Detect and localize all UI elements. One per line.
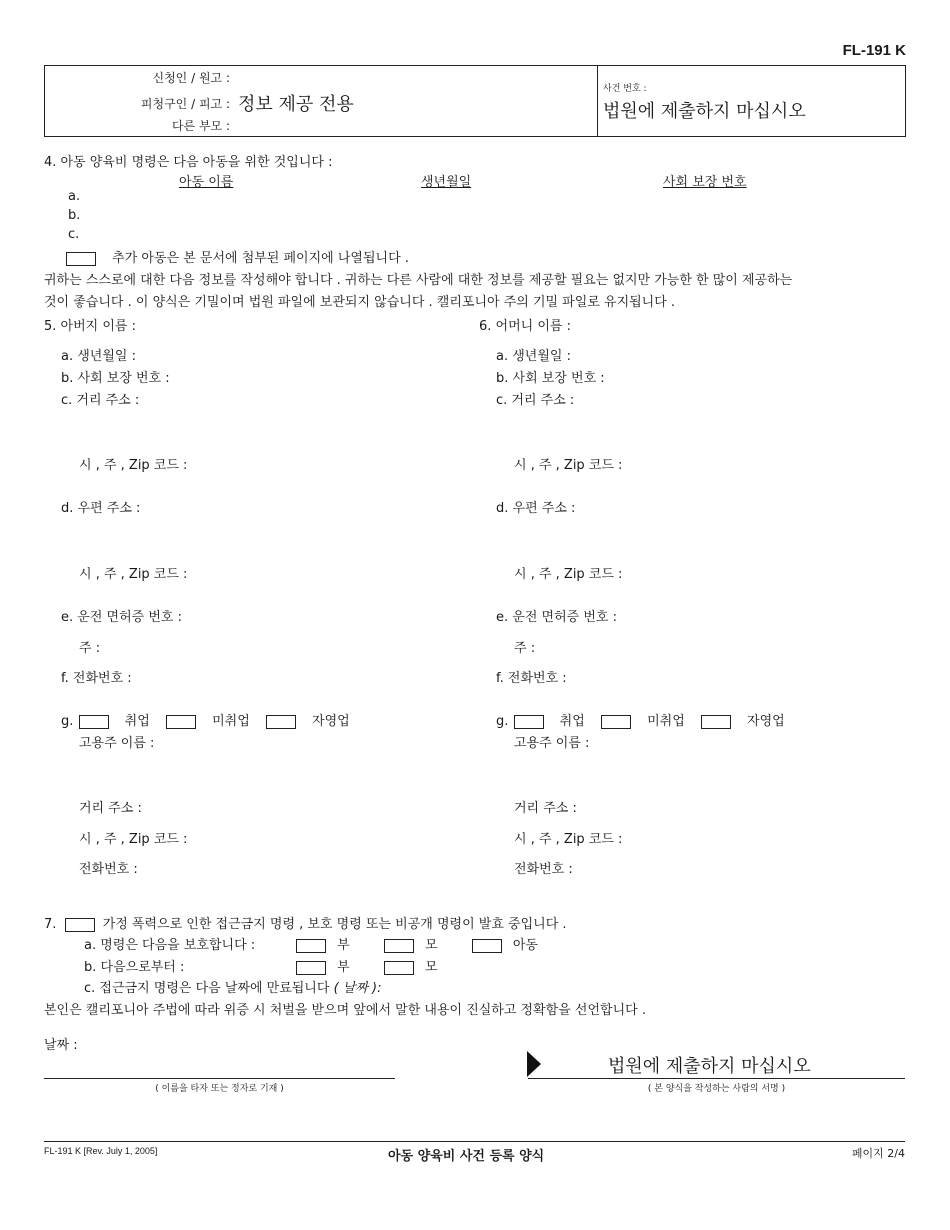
mother-employer: 고용주 이름 :	[514, 736, 590, 751]
father-mailing: d. 우편 주소 :	[61, 501, 141, 516]
footer-revision: FL-191 K [Rev. July 1, 2005]	[44, 1146, 158, 1156]
mother-g-label: g.	[496, 714, 509, 729]
father-title: 5. 아버지 이름 :	[44, 319, 136, 334]
col-child-name: 아동 이름	[179, 175, 234, 190]
mother-city1: 시 , 주 , Zip 코드 :	[514, 458, 623, 473]
declaration: 본인은 캘리포니아 주법에 따라 위증 시 처벌을 받으며 앞에서 말한 내용이 진실하고 정확함을 선언합니다 .	[44, 1003, 646, 1018]
from-label: b. 다음으로부터 :	[84, 960, 185, 975]
father-g-label: g.	[61, 714, 74, 729]
father-city1: 시 , 주 , Zip 코드 :	[79, 458, 188, 473]
name-caption: ( 이름을 타자 또는 정자로 기재 )	[155, 1084, 284, 1094]
protects-mother-label: 모	[424, 938, 438, 953]
father-employment-row	[61, 710, 350, 729]
father-employed-checkbox[interactable]	[79, 715, 109, 729]
signature-arrow-icon	[527, 1051, 541, 1077]
case-number-label: 사건 번호 :	[603, 84, 647, 94]
expires-date-label: ( 날짜 ):	[333, 981, 382, 996]
mother-unemployed-label: 미취업	[647, 714, 685, 729]
mother-employed-checkbox[interactable]	[514, 715, 544, 729]
mother-street: c. 거리 주소 :	[496, 393, 575, 408]
mother-license-state: 주 :	[514, 641, 536, 656]
father-self-employed-checkbox[interactable]	[266, 715, 296, 729]
father-employed-label: 취업	[124, 714, 150, 729]
signature-do-not-file: 법원에 제출하지 마십시오	[608, 1056, 811, 1077]
father-self-employed-label: 자영업	[312, 714, 350, 729]
protects-options	[296, 934, 538, 953]
mother-self-employed-checkbox[interactable]	[701, 715, 731, 729]
name-line[interactable]	[44, 1078, 395, 1079]
father-employer-street: 거리 주소 :	[79, 801, 142, 816]
father-employer-city: 시 , 주 , Zip 코드 :	[79, 832, 188, 847]
protects-father-label: 부	[337, 938, 350, 953]
col-dob: 생년월일	[421, 175, 472, 190]
protects-child-label: 아동	[512, 938, 538, 953]
from-mother-checkbox[interactable]	[384, 961, 414, 975]
father-employer-phone: 전화번호 :	[79, 862, 138, 877]
section7-number: 7.	[44, 917, 57, 932]
caption-box	[44, 65, 906, 137]
expires-row	[84, 977, 381, 996]
respondent-label: 피청구인 / 피고 :	[140, 97, 230, 111]
from-mother-label: 모	[424, 960, 438, 975]
father-license-state: 주 :	[79, 641, 101, 656]
father-unemployed-checkbox[interactable]	[166, 715, 196, 729]
section7-row	[44, 913, 567, 932]
section4-title: 4. 아동 양육비 명령은 다음 아동을 위한 것입니다 :	[44, 155, 333, 170]
mother-unemployed-checkbox[interactable]	[601, 715, 631, 729]
petitioner-label: 신청인 / 원고 :	[152, 71, 230, 85]
protects-father-checkbox[interactable]	[296, 939, 326, 953]
father-street: c. 거리 주소 :	[61, 393, 140, 408]
signature-caption: ( 본 양식을 작성하는 사람의 서명 )	[647, 1084, 786, 1094]
protects-label: a. 명령은 다음을 보호합니다 :	[84, 938, 256, 953]
case-do-not-file: 법원에 제출하지 마십시오	[603, 101, 806, 122]
mother-employer-phone: 전화번호 :	[514, 862, 573, 877]
mother-employer-city: 시 , 주 , Zip 코드 :	[514, 832, 623, 847]
child-row-a: a.	[68, 189, 81, 204]
footer-title: 아동 양육비 사건 등록 양식	[388, 1149, 545, 1164]
mother-ssn: b. 사회 보장 번호 :	[496, 371, 605, 386]
father-dob: a. 생년월일 :	[61, 349, 136, 364]
child-row-b: b.	[68, 208, 81, 223]
from-options	[296, 956, 438, 975]
restraining-order-checkbox[interactable]	[65, 918, 95, 932]
instructions-line2: 것이 좋습니다 . 이 양식은 기밀이며 법원 파일에 보관되지 않습니다 . 캘리포니아 주의 기밀 파일로 유지됩니다 .	[44, 295, 676, 310]
mother-title: 6. 어머니 이름 :	[479, 319, 571, 334]
mother-mailing: d. 우편 주소 :	[496, 501, 576, 516]
section7-text: 가정 폭력으로 인한 접근금지 명령 , 보호 명령 또는 비공개 명령이 발효 중입니다 .	[102, 917, 567, 932]
from-father-label: 부	[337, 960, 350, 975]
father-phone: f. 전화번호 :	[61, 671, 132, 686]
father-unemployed-label: 미취업	[212, 714, 250, 729]
protects-child-checkbox[interactable]	[472, 939, 502, 953]
father-license: e. 운전 면허증 번호 :	[61, 610, 182, 625]
signature-line[interactable]	[528, 1078, 905, 1079]
mother-self-employed-label: 자영업	[747, 714, 785, 729]
info-only-text: 정보 제공 전용	[238, 94, 354, 115]
mother-employer-street: 거리 주소 :	[514, 801, 577, 816]
footer-page: 페이지 2/4	[851, 1147, 905, 1160]
footer-rule	[44, 1141, 905, 1142]
expires-label: c. 접근금지 명령은 다음 날짜에 만료됩니다	[84, 981, 330, 996]
additional-children-row	[66, 247, 409, 266]
additional-children-label: 추가 아동은 본 문서에 첨부된 페이지에 나열됩니다 .	[112, 251, 409, 266]
mother-license: e. 운전 면허증 번호 :	[496, 610, 617, 625]
mother-employed-label: 취업	[559, 714, 585, 729]
child-row-c: c.	[68, 227, 80, 242]
form-number: FL-191 K	[842, 42, 906, 59]
mother-phone: f. 전화번호 :	[496, 671, 567, 686]
mother-city2: 시 , 주 , Zip 코드 :	[514, 567, 623, 582]
additional-children-checkbox[interactable]	[66, 252, 96, 266]
father-employer: 고용주 이름 :	[79, 736, 155, 751]
instructions-line1: 귀하는 스스로에 대한 다음 정보를 작성해야 합니다 . 귀하는 다른 사람에 대한 정보를 제공할 필요는 없지만 가능한 한 많이 제공하는	[44, 273, 793, 288]
date-label: 날짜 :	[44, 1038, 78, 1053]
from-father-checkbox[interactable]	[296, 961, 326, 975]
other-parent-label: 다른 부모 :	[171, 119, 230, 133]
mother-employment-row	[496, 710, 785, 729]
father-city2: 시 , 주 , Zip 코드 :	[79, 567, 188, 582]
protects-mother-checkbox[interactable]	[384, 939, 414, 953]
mother-dob: a. 생년월일 :	[496, 349, 571, 364]
caption-divider	[597, 66, 598, 136]
father-ssn: b. 사회 보장 번호 :	[61, 371, 170, 386]
col-ssn: 사회 보장 번호	[663, 175, 747, 190]
